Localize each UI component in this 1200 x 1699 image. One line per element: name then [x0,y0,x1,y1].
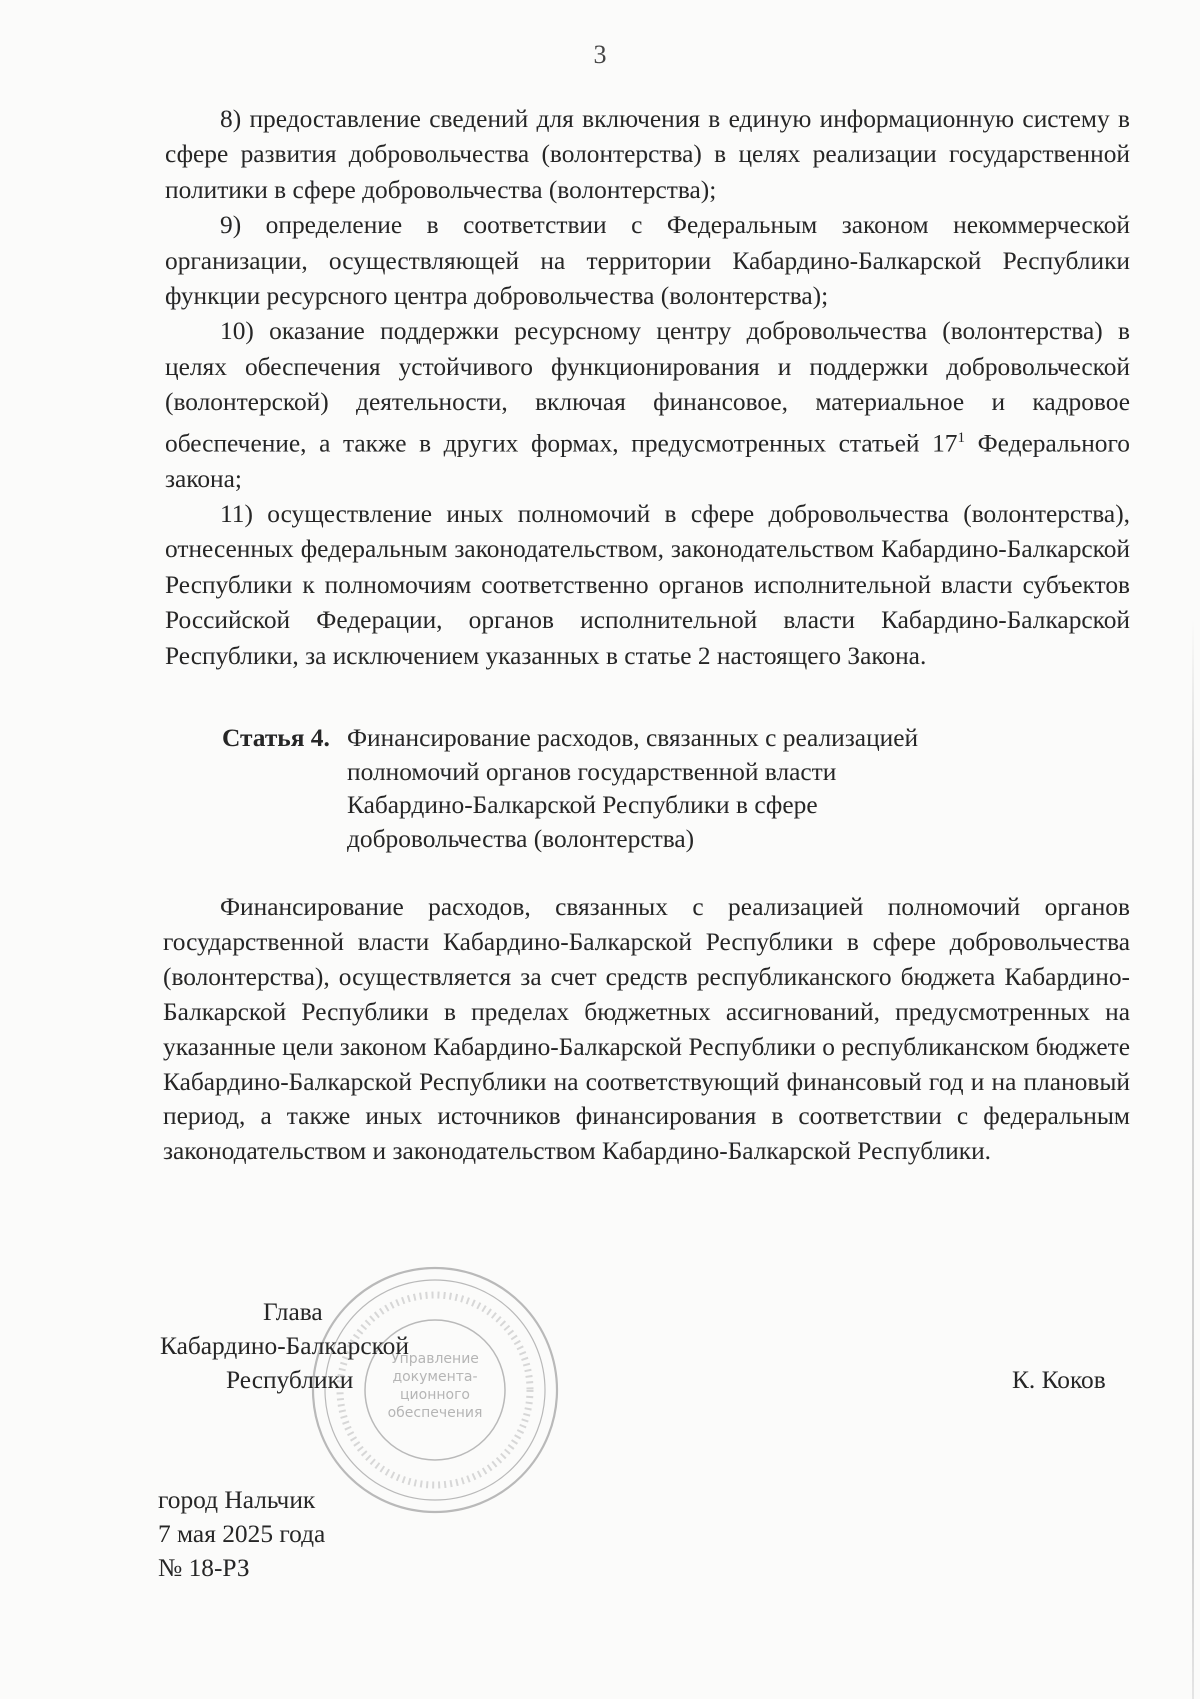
stamp-text-line: документа- [392,1369,478,1385]
page-number: 3 [593,40,607,69]
signature-title-line: Кабардино-Балкарской [160,1332,409,1360]
article-4-label: Статья 4. [222,724,330,752]
item-9: 9) определение в соответствии с Федеральным законом некоммерческой организации, осуществляющей на территории Кабардино-Балкарской Республики функции ресурсного центра добровольчества (волонтерства); [165,211,1130,311]
article-4-heading [222,722,1022,856]
article-4-text: Финансирование расходов, связанных с реализацией полномочий органов государственной власти Кабардино-Балкарской Республики в сфере добровольчества (волонтерства), осуществляется за счет средств республиканского бюджета Кабардино-Балкарской Республики в пределах бюджетных ассигнований, предусмотренных на указанные цели законом Кабардино-Балкарской Республики о республиканском бюджете Кабардино-Балкарской Республики на соответствующий финансовый год и на плановый период, а также иных источников финансирования в соответствии с федеральным законодательством и законодательством Кабардино-Балкарской Республики. [163,893,1130,1166]
scan-edge-line [1192,620,1194,1699]
articles-list [165,102,1130,674]
article-4-title [347,722,1022,856]
stamp-text-line: Управление [391,1351,479,1367]
item-10 [165,314,1130,497]
article-4-body [163,890,1130,1169]
footer-date: 7 мая 2025 года [158,1520,326,1548]
article-4-title-line: полномочий органов государственной власти [347,757,837,786]
footer-city: город Нальчик [158,1486,316,1514]
item-10-superscript: 1 [957,429,965,446]
signature-title-line: Глава [263,1298,323,1326]
item-8: 8) предоставление сведений для включения в единую информационную систему в сфере развития добровольчества (волонтерства) в целях реализации государственной политики в сфере добровольчества (волонтерства); [165,105,1130,204]
item-10-tail: Федерального закона; [165,429,1130,493]
item-11: 11) осуществление иных полномочий в сфере добровольчества (волонтерства), отнесенных федеральным законодательством, законодательством Кабардино-Балкарской Республики к полномочиям соответственно органов исполнительной власти субъектов Российской Федерации, органов исполнительной власти Кабардино-Балкарской Республики, за исключением указанных в статье 2 настоящего Закона. [165,499,1130,670]
signature-title-line: Республики [226,1366,354,1394]
article-4-title-line: добровольчества (волонтерства) [347,824,695,853]
article-4-title-line: Кабардино-Балкарской Республики в сфере [347,791,818,819]
item-10-text: 10) оказание поддержки ресурсному центру добровольчества (волонтерства) в целях обеспечения устойчивого функционирования и поддержки добровольческой (волонтерской) деятельности, включая финансовое, материальное и кадровое обеспечение, а также в других формах, предусмотренных статьей 17 [165,317,1130,458]
signatory-name: К. Коков [1012,1366,1106,1394]
stamp-text-line: обеспечения [387,1405,483,1421]
stamp-text-line: ционного [400,1387,470,1403]
footer-law-number: № 18-РЗ [158,1554,250,1582]
article-4-title-line: Финансирование расходов, связанных с реализацией [347,724,919,752]
